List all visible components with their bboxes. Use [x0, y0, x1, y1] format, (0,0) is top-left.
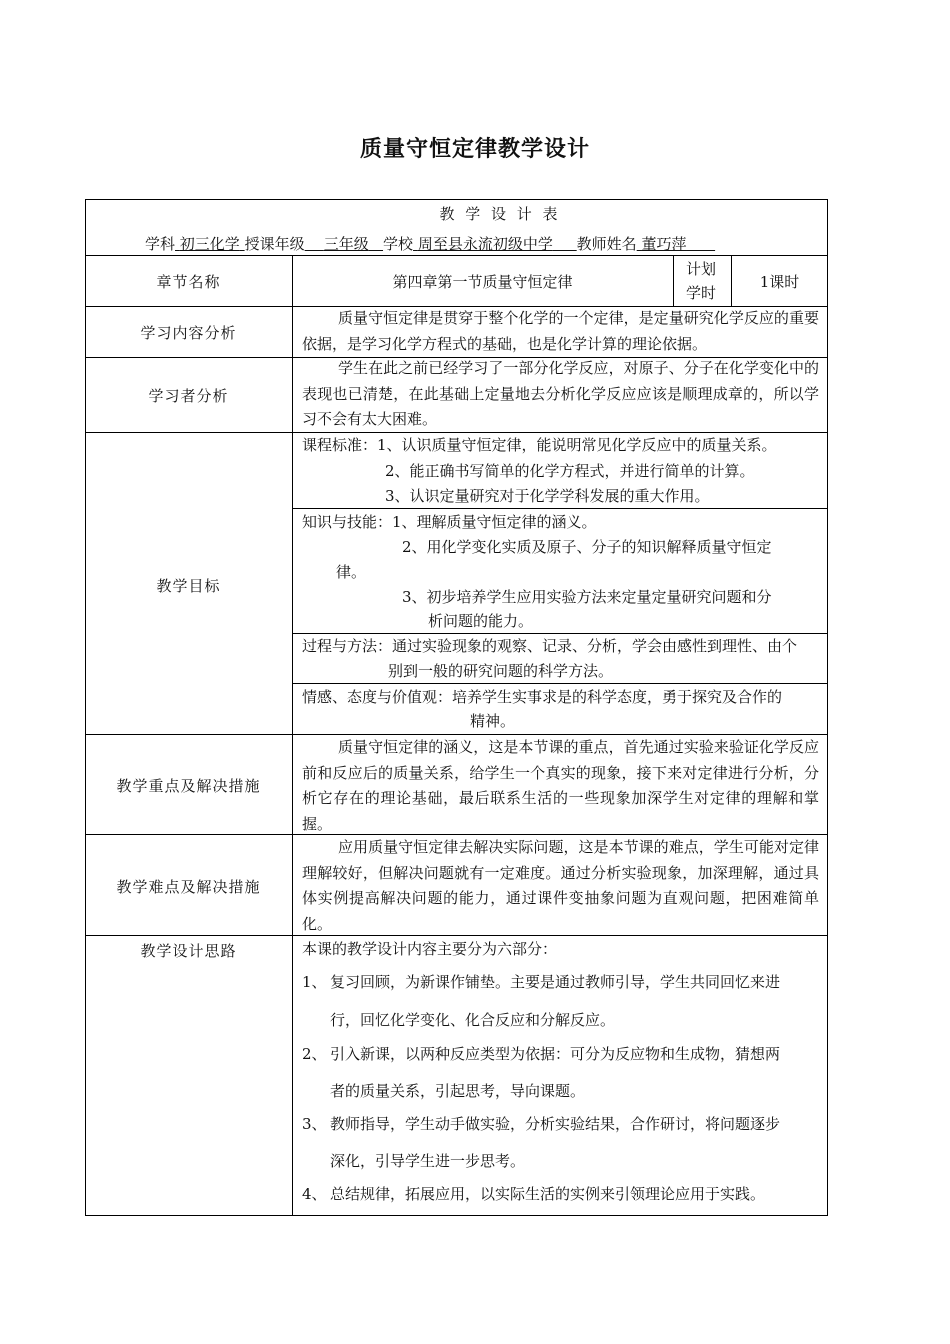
- knowledge-line-5: 析问题的能力。: [428, 612, 534, 630]
- chapter-label: 章节名称: [156, 273, 221, 291]
- grade-value: 三年级: [323, 235, 369, 253]
- subject-value: 初三化学: [179, 235, 240, 253]
- design-item-1-num: 1、: [302, 973, 327, 991]
- info-line: [145, 235, 715, 253]
- learner-analysis-text: 学生在此之前已经学习了一部分化学反应，对原子、分子在化学变化中的表现也已清楚，在此基础上定量地去分析化学反应应该是顺理成章的，所以学习不会有太大困难。: [302, 359, 819, 428]
- knowledge-line-2: 2、用化学变化实质及原子、分子的知识解释质量守恒定: [402, 538, 772, 556]
- knowledge-line-3: 律。: [336, 563, 367, 581]
- design-label: 教学设计思路: [140, 942, 237, 960]
- objectives-label: 教学目标: [156, 577, 221, 595]
- standard-line-1: 课程标准：1、认识质量守恒定律，能说明常见化学反应中的质量关系。: [302, 436, 777, 454]
- knowledge-line-1: 知识与技能：1、理解质量守恒定律的涵义。: [302, 513, 597, 531]
- emotion-line-1: 情感、态度与价值观：培养学生实事求是的科学态度，勇于探究及合作的: [302, 688, 783, 706]
- design-item-2-line-1: 引入新课，以两种反应类型为依据：可分为反应物和生成物，猜想两: [330, 1045, 781, 1063]
- difficulties-label: 教学难点及解决措施: [116, 878, 261, 896]
- grade-label: 授课年级: [244, 235, 305, 253]
- plan-label-1: 计划: [686, 260, 717, 278]
- learner-analysis-label: 学习者分析: [148, 387, 229, 405]
- design-item-2-line-2: 者的质量关系，引起思考，导向课题。: [330, 1082, 586, 1100]
- plan-label-2: 学时: [686, 284, 717, 302]
- design-item-3-num: 3、: [302, 1115, 327, 1133]
- design-item-3-line-1: 教师指导，学生动手做实验，分析实验结果，合作研讨，将问题逐步: [330, 1115, 781, 1133]
- design-item-2-num: 2、: [302, 1045, 327, 1063]
- design-item-1-line-1: 复习回顾，为新课作铺垫。主要是通过教师引导，学生共同回忆来进: [330, 973, 781, 991]
- process-line-1: 过程与方法：通过实验现象的观察、记录、分析，学会由感性到理性、由个: [302, 637, 798, 655]
- teacher-label: 教师姓名: [576, 235, 637, 253]
- key-points-text: 质量守恒定律的涵义，这是本节课的重点，首先通过实验来验证化学反应前和反应后的质量关系，给学生一个真实的现象，接下来对定律进行分析，分析它存在的理论基础，最后联系生活的一些现象加深学生对定律的理解和掌握。: [302, 738, 819, 833]
- rule-knowledge-bottom: [292, 633, 828, 634]
- design-item-3-line-2: 深化，引导学生进一步思考。: [330, 1152, 526, 1170]
- standard-line-3: 3、认识定量研究对于化学学科发展的重大作用。: [385, 487, 710, 505]
- teacher-value: 董巧萍: [641, 235, 687, 253]
- subject-label: 学科: [145, 235, 176, 253]
- key-points-label: 教学重点及解决措施: [116, 777, 261, 795]
- table-title: 教 学 设 计 表: [439, 205, 561, 223]
- rule-standard-bottom: [292, 508, 828, 509]
- standard-line-2: 2、能正确书写简单的化学方程式，并进行简单的计算。: [385, 462, 755, 480]
- content-analysis-text: 质量守恒定律是贯穿于整个化学的一个定律，是定量研究化学反应的重要依据，是学习化学方程式的基础，也是化学计算的理论依据。: [302, 309, 819, 353]
- rule-plan-left: [673, 255, 674, 306]
- school-value: 周至县永流初级中学: [417, 235, 553, 253]
- rule-info-bottom: [85, 255, 828, 256]
- rule-process-bottom: [292, 683, 828, 684]
- chapter-value: 第四章第一节质量守恒定律: [392, 273, 573, 291]
- rule-label-column: [292, 255, 293, 1216]
- knowledge-line-4: 3、初步培养学生应用实验方法来定量定量研究问题和分: [402, 588, 772, 606]
- process-line-2: 别到一般的研究问题的科学方法。: [388, 662, 614, 680]
- plan-value: 1课时: [759, 273, 800, 291]
- difficulties-text: 应用质量守恒定律去解决实际问题，这是本节课的难点，学生可能对定律理解较好，但解决问题就有一定难度。通过分析实验现象，加深理解，通过具体实例提高解决问题的能力，通过课件变抽象问题为直观问题，把困难简单化。: [302, 838, 819, 933]
- document-title: 质量守恒定律教学设计: [359, 136, 590, 162]
- content-analysis-label: 学习内容分析: [140, 324, 237, 342]
- emotion-line-2: 精神。: [470, 712, 516, 730]
- design-item-1-line-2: 行，回忆化学变化、化合反应和分解反应。: [330, 1011, 616, 1029]
- design-item-4-num: 4、: [302, 1185, 327, 1203]
- design-intro: 本课的教学设计内容主要分为六部分：: [302, 940, 558, 958]
- design-item-4-line-1: 总结规律，拓展应用，以实际生活的实例来引领理论应用于实践。: [330, 1185, 766, 1203]
- school-label: 学校: [383, 235, 414, 253]
